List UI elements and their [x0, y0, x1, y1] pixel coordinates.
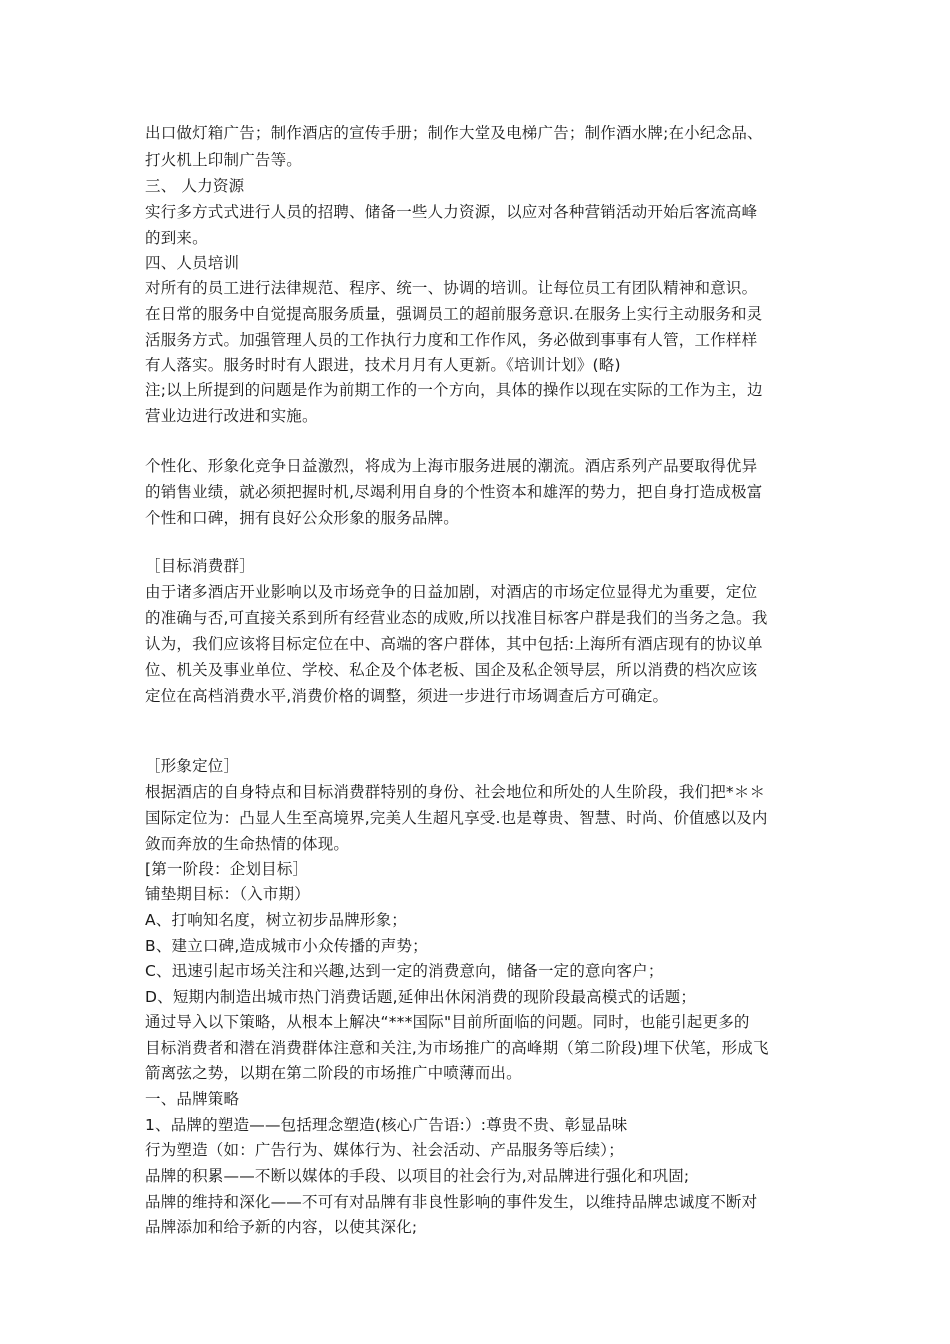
list-item: A、打响知名度，树立初步品牌形象； — [145, 911, 408, 929]
text-line: 认为，我们应该将目标定位在中、高端的客户群体，其中包括:上海所有酒店现有的协议单 — [145, 635, 763, 653]
text-line: 打火机上印制广告等。 — [145, 151, 303, 169]
text-line: 在日常的服务中自觉提高服务质量，强调员工的超前服务意识.在服务上实行主动服务和灵 — [145, 305, 763, 323]
text-line: 有人落实。服务时时有人跟进，技术月月有人更新。《培训计划》(略) — [145, 356, 621, 374]
text-line: 个性和口碑，拥有良好公众形象的服务品牌。 — [145, 509, 460, 527]
section-heading: [第一阶段：企划目标］ — [145, 860, 309, 878]
text-line: 品牌添加和给予新的内容，以使其深化; — [145, 1218, 418, 1236]
text-line: 由于诸多酒店开业影响以及市场竞争的日益加剧，对酒店的市场定位显得尤为重要，定位 — [145, 583, 758, 601]
text-line: 行为塑造（如：广告行为、媒体行为、社会活动、产品服务等后续）； — [145, 1141, 624, 1159]
section-heading: 一、品牌策略 — [145, 1090, 240, 1108]
text-line: 注;以上所提到的问题是作为前期工作的一个方向，具体的操作以现在实际的工作为主，边 — [145, 381, 763, 399]
text-line: 营业边进行改进和实施。 — [145, 407, 318, 425]
text-line: 目标消费者和潜在消费群体注意和关注,为市场推广的高峰期（第二阶段)埋下伏笔，形成飞 — [145, 1039, 769, 1057]
text-line: 1、品牌的塑造——包括理念塑造(核心广告语:）:尊贵不贵、彰显品味 — [145, 1116, 628, 1134]
list-item: D、短期内制造出城市热门消费话题,延伸出休闲消费的现阶段最高模式的话题； — [145, 988, 697, 1006]
text-line: 国际定位为：凸显人生至高境界,完美人生超凡享受.也是尊贵、智慧、时尚、价值感以及内 — [145, 809, 768, 827]
section-heading: 三、 人力资源 — [145, 177, 245, 195]
list-item: B、建立口碑,造成城市小众传播的声势； — [145, 937, 428, 955]
text-line: 通过导入以下策略，从根本上解决“***国际"目前所面临的问题。同时，也能引起更多的 — [145, 1013, 750, 1031]
text-line: 根据酒店的自身特点和目标消费群特别的身份、社会地位和所处的人生阶段，我们把*＊＊ — [145, 783, 766, 801]
text-line: 敛而奔放的生命热情的体现。 — [145, 835, 350, 853]
text-line: 对所有的员工进行法律规范、程序、统一、协调的培训。让每位员工有团队精神和意识。 — [145, 279, 758, 297]
text-line: 活服务方式。加强管理人员的工作执行力度和工作作风，务必做到事事有人管，工作样样 — [145, 331, 758, 349]
section-heading: ［形象定位］ — [145, 757, 240, 775]
section-heading: ［目标消费群］ — [145, 557, 255, 575]
text-line: 品牌的维持和深化——不可有对品牌有非良性影响的事件发生，以维持品牌忠诚度不断对 — [145, 1193, 758, 1211]
text-line: 的销售业绩，就必须把握时机,尽竭利用自身的个性资本和雄浑的势力，把自身打造成极富 — [145, 483, 763, 501]
text-line: 品牌的积累——不断以媒体的手段、以项目的社会行为,对品牌进行强化和巩固; — [145, 1167, 690, 1185]
text-line: 出口做灯箱广告；制作酒店的宣传手册；制作大堂及电梯广告；制作酒水牌;在小纪念品、 — [145, 124, 763, 142]
list-item: C、迅速引起市场关注和兴趣,达到一定的消费意向，储备一定的意向客户； — [145, 962, 664, 980]
text-line: 箭离弦之势，以期在第二阶段的市场推广中喷薄而出。 — [145, 1064, 522, 1082]
text-line: 个性化、形象化竞争日益激烈，将成为上海市服务进展的潮流。酒店系列产品要取得优异 — [145, 457, 758, 475]
text-line: 的准确与否,可直接关系到所有经营业态的成败,所以找准目标客户群是我们的当务之急。我 — [145, 609, 768, 627]
text-line: 的到来。 — [145, 229, 208, 247]
text-line: 实行多方式式进行人员的招聘、储备一些人力资源，以应对各种营销活动开始后客流高峰 — [145, 203, 758, 221]
section-heading: 四、人员培训 — [145, 254, 240, 272]
text-line: 铺垫期目标：（入市期） — [145, 885, 310, 903]
text-line: 位、机关及事业单位、学校、私企及个体老板、国企及私企领导层，所以消费的档次应该 — [145, 661, 758, 679]
text-line: 定位在高档消费水平,消费价格的调整，须进一步进行市场调查后方可确定。 — [145, 687, 669, 705]
